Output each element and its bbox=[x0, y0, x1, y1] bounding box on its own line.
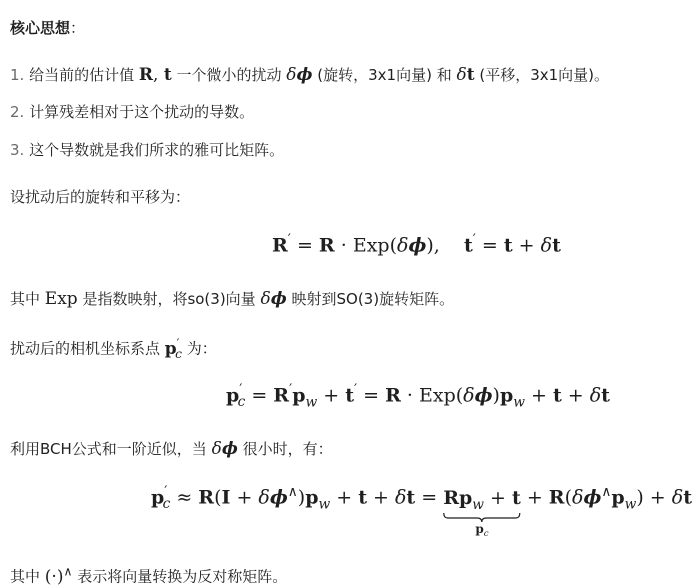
paragraph-bch bbox=[10, 438, 333, 459]
math-delta-t: δt bbox=[456, 65, 475, 85]
paragraph-perturb: 设扰动后的旋转和平移为： bbox=[10, 188, 191, 206]
math-p-c-prime: $p'_c$ bbox=[164, 336, 183, 361]
math-delta-phi: δϕ bbox=[211, 439, 238, 459]
underbrace-label: $p_c$ bbox=[475, 522, 489, 540]
para-exp-mid: 是指数映射，将so(3)向量 bbox=[77, 290, 261, 308]
heading-colon: ： bbox=[70, 19, 86, 37]
section-heading bbox=[10, 17, 85, 38]
para-bch-pre: 利用BCH公式和一阶近似，当 bbox=[10, 440, 212, 458]
list-text-pre: 给当前的估计值 bbox=[29, 66, 139, 84]
list-item-3 bbox=[10, 139, 284, 160]
math-delta-phi: δϕ bbox=[260, 289, 287, 309]
para-camera-pre: 扰动后的相机坐标系点 bbox=[10, 339, 165, 358]
list-text: 计算残差相对于这个扰动的导数。 bbox=[29, 103, 255, 121]
paragraph-camera bbox=[10, 336, 217, 361]
para-camera-post: 为： bbox=[182, 339, 217, 358]
equation-perturbation: R′ = R · Exp(δϕ), t′ = t + δt bbox=[272, 232, 561, 257]
list-item-2 bbox=[10, 101, 254, 122]
list-number: 2. bbox=[10, 103, 25, 121]
paragraph-hat bbox=[10, 564, 287, 587]
list-text-mid1: 一个微小的扰动 bbox=[171, 66, 287, 84]
para-hat-post: 表示将向量转换为反对称矩阵。 bbox=[72, 567, 288, 586]
list-text: 这个导数就是我们所求的雅可比矩阵。 bbox=[29, 141, 285, 159]
list-text-mid2: (旋转，3x1向量) 和 bbox=[312, 66, 457, 84]
para-exp-post: 映射到SO(3)旋转矩阵。 bbox=[286, 290, 455, 308]
para-exp-pre: 其中 bbox=[10, 290, 45, 308]
para-hat-pre: 其中 bbox=[10, 567, 45, 586]
math-exp: Exp bbox=[44, 289, 78, 309]
list-item-1 bbox=[10, 64, 609, 85]
list-number: 1. bbox=[10, 66, 25, 84]
underbrace bbox=[443, 512, 521, 522]
underbrace-group: $Rp_w + t$ $p_c$ bbox=[443, 486, 521, 540]
math-delta-phi: δϕ bbox=[286, 65, 313, 85]
equation-bch-approx: $p'_c \approx R(I + \delta\phi^\wedge)p_w + t + \delta t = Rp_w + t$ $p_c$ + $R(\delta\phi^\wedge p_w) + \delta t$ bbox=[151, 484, 693, 540]
math-R-t: R, t bbox=[138, 65, 172, 85]
list-number: 3. bbox=[10, 141, 25, 159]
para-bch-post: 很小时，有： bbox=[237, 440, 333, 458]
paragraph-exp bbox=[10, 288, 454, 309]
list-text-post: (平移，3x1向量)。 bbox=[474, 66, 610, 84]
heading-text: 核心思想 bbox=[10, 19, 71, 37]
equation-camera-point: $p'_c = R'p_w + t' = R \cdot Exp(\delta\phi)p_w + t + \delta t$ bbox=[226, 382, 610, 411]
math-hat-operator: (·)∧ bbox=[44, 564, 73, 587]
